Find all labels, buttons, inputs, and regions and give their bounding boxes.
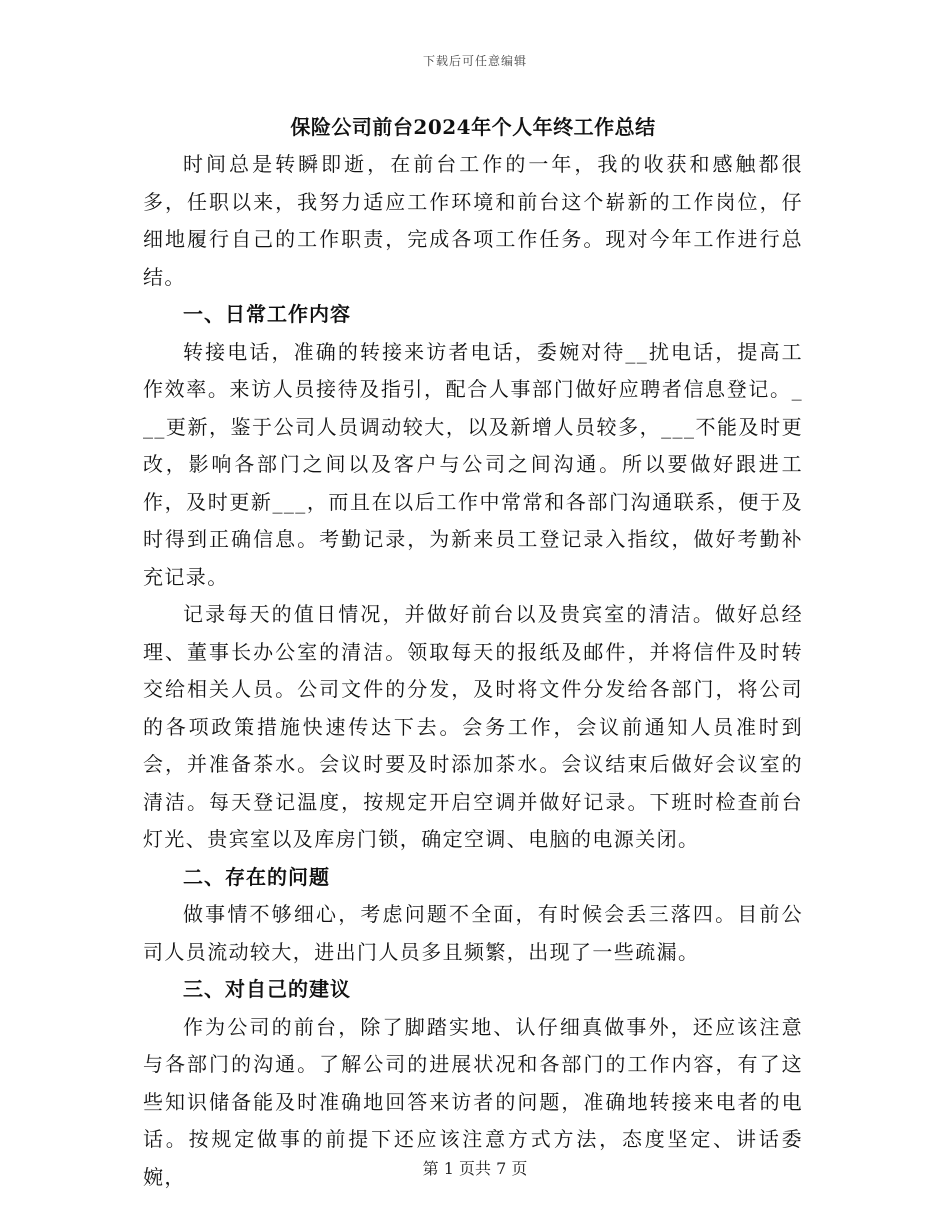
intro-paragraph: 时间总是转瞬即逝，在前台工作的一年，我的收获和感触都很多，任职以来，我努力适应工作环境和前台这个崭新的工作岗位，仔细地履行自己的工作职责，完成各项工作任务。现对今年工作进行总结。 (143, 152, 803, 289)
header-note: 下载后可任意编辑 (422, 54, 527, 68)
document-body (143, 110, 803, 1196)
daily-work-paragraph-2: 记录每天的值日情况，并做好前台以及贵宾室的清洁。做好总经理、董事长办公室的清洁。领取每天的报纸及邮件，并将信件及时转交给相关人员。公司文件的分发，及时将文件分发给各部门，将公司的各项政策措施快速传达下去。会务工作，会议前通知人员准时到会，并准备茶水。会议时要及时添加茶水。会议结束后做好会议室的清洁。每天登记温度，按规定开启空调并做好记录。下班时检查前台灯光、贵宾室以及库房门锁，确定空调、电脑的电源关闭。 (143, 602, 803, 851)
problems-paragraph: 做事情不够细心，考虑问题不全面，有时候会丢三落四。目前公司人员流动较大，进出门人员多且频繁，出现了一些疏漏。 (143, 902, 803, 964)
daily-work-paragraph-1: 转接电话，准确的转接来访者电话，委婉对待__扰电话，提高工作效率。来访人员接待及指引，配合人事部门做好应聘者信息登记。___更新，鉴于公司人员调动较大，以及新增人员较多，___不能及时更改，影响各部门之间以及客户与公司之间沟通。所以要做好跟进工作，及时更新___，而且在以后工作中常常和各部门沟通联系，便于及时得到正确信息。考勤记录，为新来员工登记录入指纹，做好考勤补充记录。 (143, 339, 803, 589)
suggestions-paragraph: 作为公司的前台，除了脚踏实地、认仔细真做事外，还应该注意与各部门的沟通。了解公司的进展状况和各部门的工作内容，有了这些知识储备能及时准确地回答来访者的问题，准确地转接来电者的电话。按规定做事的前提下还应该注意方式方法，态度坚定、讲话委婉， (143, 1014, 803, 1189)
document-title: 保险公司前台2024年个人年终工作总结 (290, 115, 656, 139)
page-number-footer: 第 1 页共 7 页 (422, 1159, 528, 1178)
section-heading-problems: 二、存在的问题 (183, 864, 330, 889)
section-heading-daily-work: 一、日常工作内容 (183, 302, 351, 326)
section-heading-suggestions: 三、对自己的建议 (183, 977, 351, 1001)
